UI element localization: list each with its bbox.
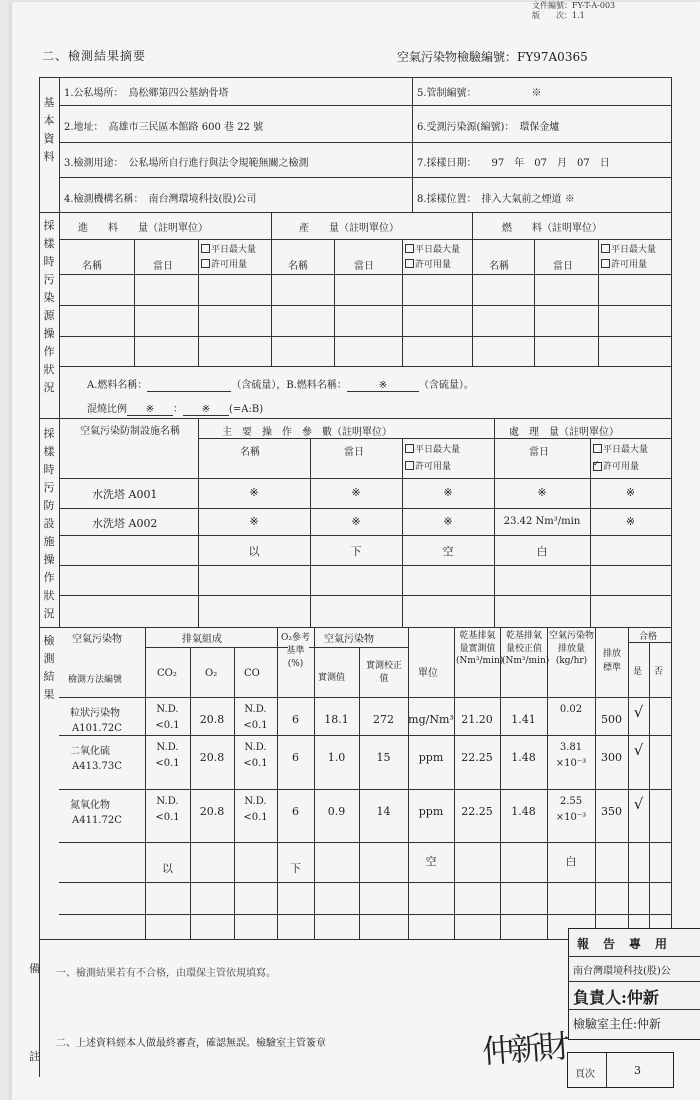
notes-label-2: 註 (29, 1050, 40, 1063)
checkbox-icon[interactable] (201, 259, 210, 268)
control-facility-1: 水洗塔 A001 (92, 488, 158, 501)
control-r2-today: ※ (351, 515, 361, 528)
source-col-name-3: 名稱 (489, 261, 509, 272)
result-cell-dry-meas: 22.25 (461, 751, 493, 764)
mix-a-value[interactable]: ※ (127, 404, 173, 416)
fuel-a-line: A.燃料名稱： （含硫量），B.燃料名稱： ※ （含硫量）。 (87, 380, 474, 391)
result-method-code: A411.72C (72, 815, 122, 826)
control-opt-permit: 許可用量 (405, 459, 451, 472)
control-col-today: 當日 (344, 447, 364, 458)
page-label: 頁次 (575, 1069, 595, 1080)
checkbox-icon[interactable] (601, 244, 610, 253)
result-method-code: A101.72C (72, 723, 122, 734)
res-head-co2: CO₂ (157, 668, 177, 679)
basic-site: 1.公私場所： 鳥松鄉第四公墓納骨塔 (64, 88, 229, 99)
basic-purpose: 3.檢測用途： 公私場所自行進行與法令規範無關之檢測 (64, 158, 309, 169)
basic-lab: 4.檢測機構名稱： 南台灣環境科技(股)公司 (64, 194, 257, 205)
result-cell-emit: 3.81 ×10⁻³ (555, 742, 587, 769)
result-cell-unit: mg/Nm³ (408, 713, 454, 726)
res-head-dry-corr: 乾基排氣量校正值(Nm³/min) (502, 631, 550, 666)
result-cell-corr: 15 (376, 751, 391, 764)
result-cell-co2: N.D. <0.1 (155, 796, 180, 823)
control-section-label: 採樣時污防設施操作狀況 (43, 427, 55, 620)
page-number-box (567, 1052, 674, 1088)
doc-version: 版 次：1.1 (532, 11, 585, 20)
fuel-a-value[interactable] (147, 380, 231, 392)
source-section-label: 採樣時污染源操作狀況 (43, 219, 55, 394)
control-r2-name: ※ (249, 515, 259, 528)
notes-label-1: 備 (29, 962, 40, 975)
result-pollutant-name: 二氧化硫 (70, 746, 110, 757)
control-treat-opt-max: 平日最大量 (593, 442, 648, 455)
result-cell-meas: 0.9 (327, 805, 346, 818)
res-head-comp: 排氣組成 (182, 634, 222, 645)
checkbox-icon[interactable] (601, 259, 610, 268)
result-cell-meas: 1.0 (327, 751, 346, 764)
result-cell-emit: 2.55 ×10⁻³ (555, 796, 587, 823)
result-cell-o2ref: 6 (292, 751, 299, 764)
stamp-lab: 檢驗室主任:仲新 (573, 1017, 662, 1031)
results-section-label: 檢測結果 (43, 634, 55, 701)
result-cell-unit: ppm (418, 805, 444, 818)
basic-date: 7.採樣日期： 97 年 07 月 07 日 (417, 158, 610, 169)
result-method-code: A413.73C (72, 761, 122, 772)
checkbox-icon[interactable] (201, 244, 210, 253)
basic-address: 2.地址： 高雄市三民區本館路 600 巷 22 號 (64, 122, 264, 133)
control-head-facility: 空氣污染防制設施名稱 (80, 426, 180, 437)
control-r2-treat-opt: ※ (625, 515, 636, 528)
control-opt-max: 平日最大量 (405, 442, 460, 455)
results-blank-2: 下 (290, 862, 301, 875)
fuel-b-value[interactable]: ※ (347, 380, 419, 392)
note-2: 二、上述資料經本人做最終審查，確認無誤。檢驗室主管簽章 (56, 1038, 326, 1049)
result-cell-dry-corr: 1.48 (511, 751, 536, 764)
control-treat-opt-permit: ✓許可用量 (593, 459, 639, 472)
stamp-title: 報 告 專 用 (577, 937, 669, 951)
control-blank-3: 空 (442, 545, 454, 558)
control-r1-today: ※ (351, 486, 361, 499)
results-blank-1: 以 (162, 862, 173, 875)
res-head-emit: 空氣污染物排放量(kg/hr) (549, 631, 595, 666)
res-head-std: 排放標準 (602, 649, 621, 673)
control-blank-4: 白 (536, 545, 548, 558)
result-pollutant-name: 粒狀污染物 (70, 708, 120, 719)
result-cell-corr: 14 (376, 805, 391, 818)
note-1: 一、檢測結果若有不合格，由環保主管依規填寫。 (56, 968, 276, 979)
res-head-pollutant: 空氣污染物 (72, 634, 122, 645)
form-title: 二、檢測結果摘要 (42, 49, 147, 63)
doc-code: 文件編號：FY-T-A-003 (532, 1, 616, 10)
report-stamp (568, 928, 700, 1040)
result-cell-o2ref: 6 (292, 805, 299, 818)
result-pollutant-name: 氮氧化物 (70, 800, 110, 811)
result-cell-o2: 20.8 (199, 751, 225, 764)
pass-check-icon: √ (633, 703, 644, 721)
basic-location: 8.採樣位置： 排入大氣前之煙道 ※ (417, 194, 575, 205)
source-col-name-2: 名稱 (288, 261, 308, 272)
mix-b-value[interactable]: ※ (183, 404, 229, 416)
res-head-co: CO (244, 668, 260, 679)
page-number: 3 (634, 1064, 641, 1077)
control-facility-2: 水洗塔 A002 (92, 517, 158, 530)
source-col-name-1: 名稱 (82, 261, 102, 272)
control-head-params: 主 要 操 作 參 數（註明單位） (222, 427, 392, 438)
checkbox-icon[interactable] (593, 444, 602, 453)
basic-source: 6.受測污染源(編號)： 環保金爐 (417, 122, 560, 133)
result-cell-unit: ppm (418, 751, 444, 764)
control-blank-1: 以 (248, 545, 260, 558)
checkbox-icon[interactable] (405, 444, 414, 453)
control-r2-treat-today: 23.42 Nm³/min (503, 516, 581, 527)
result-cell-o2: 20.8 (199, 805, 225, 818)
basic-section-label: 基本資料 (43, 96, 55, 163)
checkbox-icon[interactable] (405, 244, 414, 253)
basic-control-no: 5.管制編號： ※ (417, 88, 542, 99)
source-opt-max-2: 平日最大量 (405, 242, 460, 255)
stamp-company: 南台灣環境科技(股)公 (573, 966, 671, 977)
checkbox-icon[interactable] (405, 259, 414, 268)
source-col-today-2: 當日 (354, 261, 374, 272)
source-head-product: 產 量（註明單位） (299, 223, 399, 234)
source-head-fuel: 燃 料（註明單位） (502, 223, 602, 234)
control-treat-today-head: 當日 (529, 447, 549, 458)
result-cell-emit: 0.02 (559, 704, 583, 715)
res-head-pass: 合格 (639, 632, 658, 642)
result-cell-std: 300 (601, 751, 622, 764)
res-head-o2: O₂ (205, 668, 218, 679)
result-cell-std: 350 (601, 805, 622, 818)
result-cell-dry-corr: 1.48 (511, 805, 536, 818)
control-r1-name: ※ (249, 486, 259, 499)
source-opt-permit-1: 許可用量 (201, 257, 247, 270)
res-head-yes: 是 (633, 667, 643, 677)
control-blank-2: 下 (350, 545, 362, 558)
res-head-air: 空氣污染物 (324, 634, 374, 645)
result-cell-std: 500 (601, 713, 622, 726)
signature: 仲新財 (480, 1027, 568, 1071)
source-col-today-3: 當日 (553, 261, 573, 272)
source-opt-permit-2: 許可用量 (405, 257, 451, 270)
result-cell-dry-meas: 21.20 (461, 713, 493, 726)
result-cell-o2: 20.8 (199, 713, 225, 726)
results-blank-3: 空 (425, 855, 437, 868)
res-head-no: 否 (654, 667, 664, 677)
source-opt-max-3: 平日最大量 (601, 242, 656, 255)
res-head-unit: 單位 (418, 668, 438, 679)
checkbox-icon[interactable] (405, 461, 414, 470)
result-cell-o2ref: 6 (292, 713, 299, 726)
form-sheet (12, 2, 700, 1100)
pass-check-icon: √ (633, 741, 644, 759)
control-r1-opt: ※ (443, 486, 453, 499)
result-cell-co2: N.D. <0.1 (155, 704, 180, 731)
res-head-o2ref: O₂參考基準(%) (281, 633, 310, 669)
result-cell-co: N.D. <0.1 (243, 704, 268, 731)
mix-ratio-line: 混燒比例 ※ ： ※ (=A:B) (87, 404, 264, 415)
report-number: 空氣污染物檢驗編號：FY97A0365 (397, 50, 588, 64)
result-cell-dry-corr: 1.41 (511, 713, 536, 726)
control-r1-treat-opt: ※ (625, 486, 636, 499)
control-col-name: 名稱 (240, 447, 260, 458)
result-cell-corr: 272 (373, 713, 394, 726)
control-head-treat: 處 理 量（註明單位） (509, 427, 619, 438)
result-cell-co2: N.D. <0.1 (155, 742, 180, 769)
result-cell-co: N.D. <0.1 (243, 796, 268, 823)
source-opt-max-1: 平日最大量 (201, 242, 256, 255)
results-blank-4: 白 (565, 855, 577, 868)
result-cell-meas: 18.1 (324, 713, 349, 726)
source-opt-permit-3: 許可用量 (601, 257, 647, 270)
res-head-corr: 實測校正值 (365, 661, 402, 684)
checked-checkbox-icon[interactable] (593, 462, 602, 471)
res-head-dry-meas: 乾基排氣量實測值(Nm³/min) (456, 631, 504, 666)
res-head-meas: 實測值 (318, 673, 346, 683)
pass-check-icon: √ (633, 795, 644, 813)
control-r2-opt: ※ (443, 515, 453, 528)
control-r1-treat-today: ※ (537, 486, 547, 499)
stamp-manager: 負責人:仲新 (573, 988, 659, 1007)
source-head-feed: 進 料 量（註明單位） (78, 223, 208, 234)
result-cell-co: N.D. <0.1 (243, 742, 268, 769)
source-col-today-1: 當日 (153, 261, 173, 272)
result-cell-dry-meas: 22.25 (461, 805, 493, 818)
res-head-method: 檢測方法編號 (68, 675, 123, 685)
